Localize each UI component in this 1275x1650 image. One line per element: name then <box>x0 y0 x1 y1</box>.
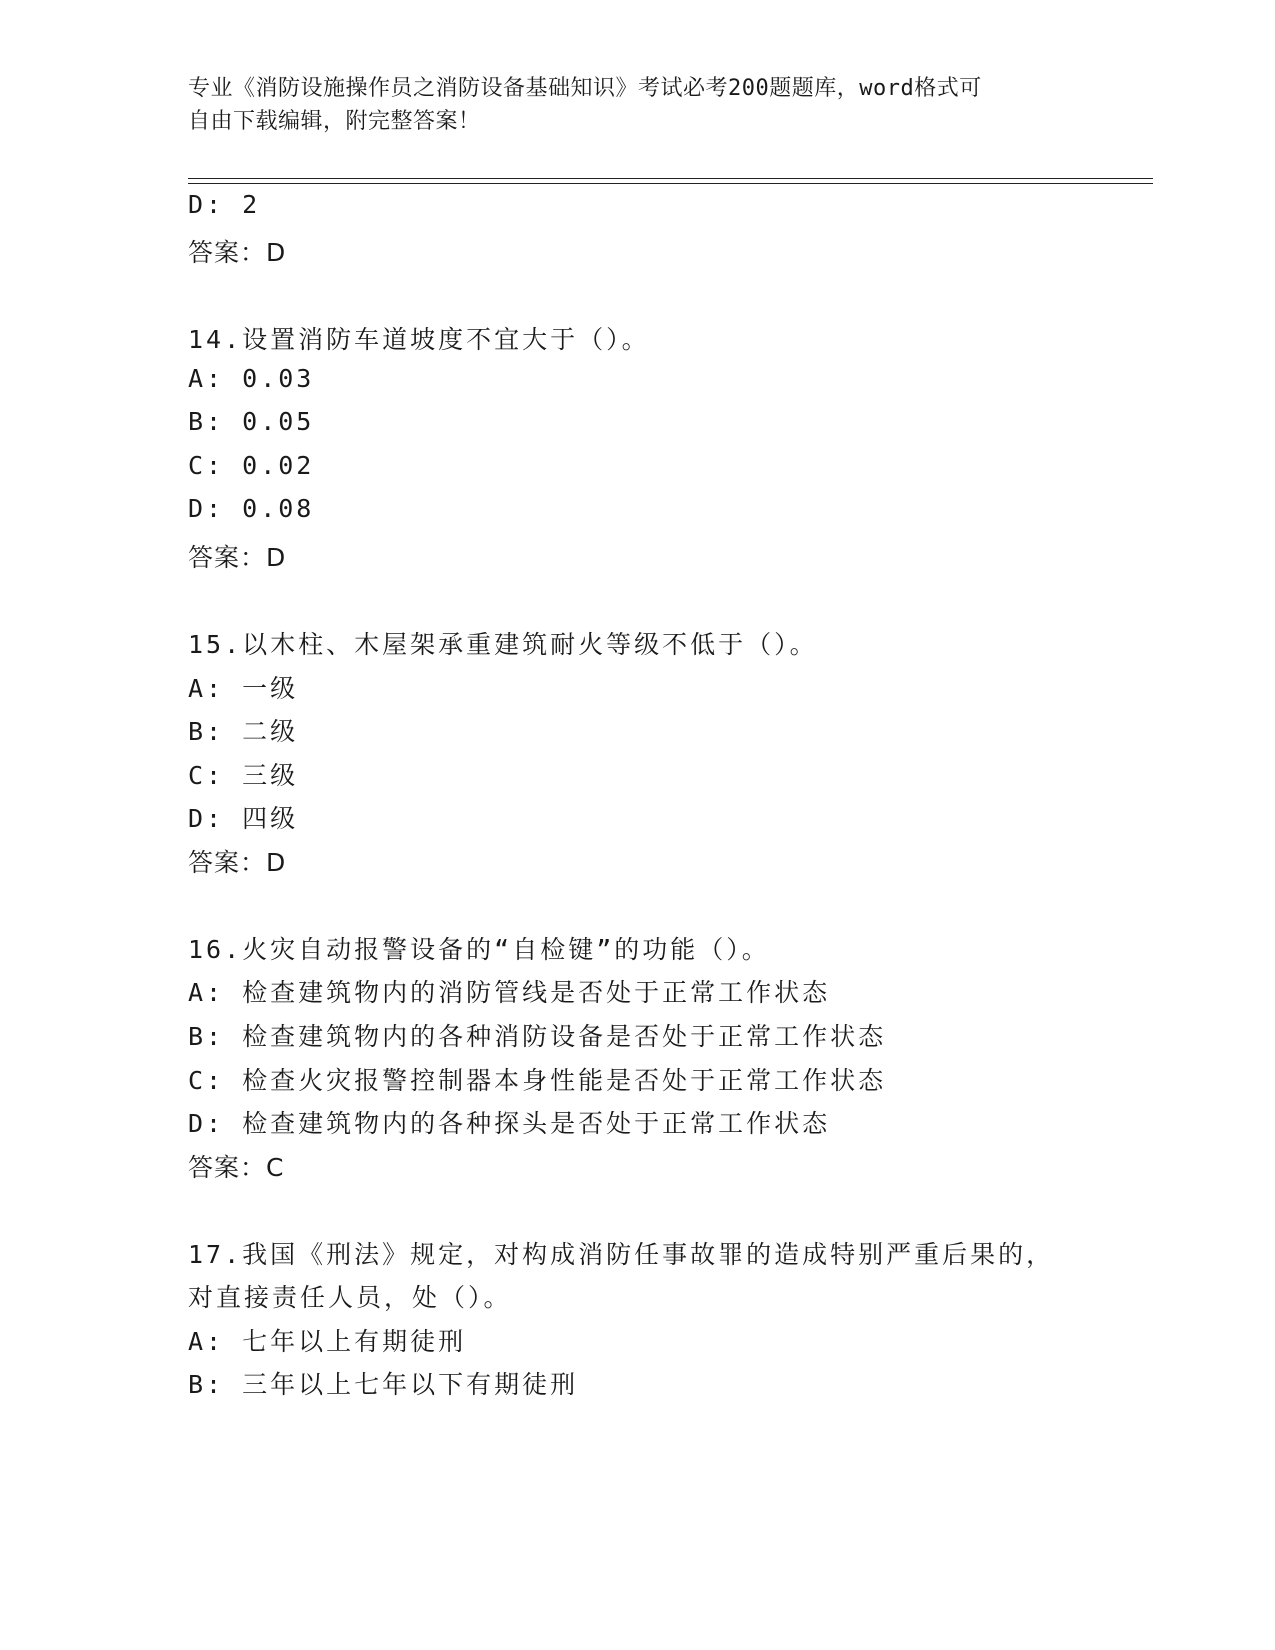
q15-option-d: D: 四级 <box>188 804 299 833</box>
header-divider-bottom <box>188 183 1153 184</box>
q16-option-a: A: 检查建筑物内的消防管线是否处于正常工作状态 <box>188 978 831 1007</box>
document-header <box>188 72 1068 138</box>
q14-answer: 答案：D <box>188 543 287 572</box>
q17-option-b: B: 三年以上七年以下有期徒刑 <box>188 1370 579 1399</box>
q14-option-d: D: 0.08 <box>188 494 315 523</box>
q16-option-b: B: 检查建筑物内的各种消防设备是否处于正常工作状态 <box>188 1022 887 1051</box>
header-line-1: 专业《消防设施操作员之消防设备基础知识》考试必考200题题库，word格式可 <box>188 76 982 101</box>
header-divider-top <box>188 178 1153 179</box>
prev-option-d: D: 2 <box>188 190 261 219</box>
q15-option-a: A: 一级 <box>188 674 299 703</box>
q14-option-a: A: 0.03 <box>188 364 315 393</box>
q15-question: 15.以木柱、木屋架承重建筑耐火等级不低于（）。 <box>188 630 818 659</box>
prev-answer: 答案：D <box>188 238 287 267</box>
q14-option-c: C: 0.02 <box>188 451 315 480</box>
q16-question: 16.火灾自动报警设备的“自检键”的功能（）。 <box>188 935 770 964</box>
q14-question: 14.设置消防车道坡度不宜大于（）。 <box>188 325 650 354</box>
q17-question-line-1: 17.我国《刑法》规定，对构成消防任事故罪的造成特别严重后果的， <box>188 1240 1055 1269</box>
q16-answer: 答案：C <box>188 1153 285 1182</box>
q15-option-b: B: 二级 <box>188 717 299 746</box>
q15-option-c: C: 三级 <box>188 761 299 790</box>
q15-answer: 答案：D <box>188 848 287 877</box>
q17-option-a: A: 七年以上有期徒刑 <box>188 1327 467 1356</box>
q14-option-b: B: 0.05 <box>188 407 315 436</box>
q16-option-c: C: 检查火灾报警控制器本身性能是否处于正常工作状态 <box>188 1066 887 1095</box>
q16-option-d: D: 检查建筑物内的各种探头是否处于正常工作状态 <box>188 1109 831 1138</box>
q17-question-line-2: 对直接责任人员，处（）。 <box>188 1283 512 1312</box>
header-line-2: 自由下载编辑，附完整答案！ <box>188 109 481 134</box>
